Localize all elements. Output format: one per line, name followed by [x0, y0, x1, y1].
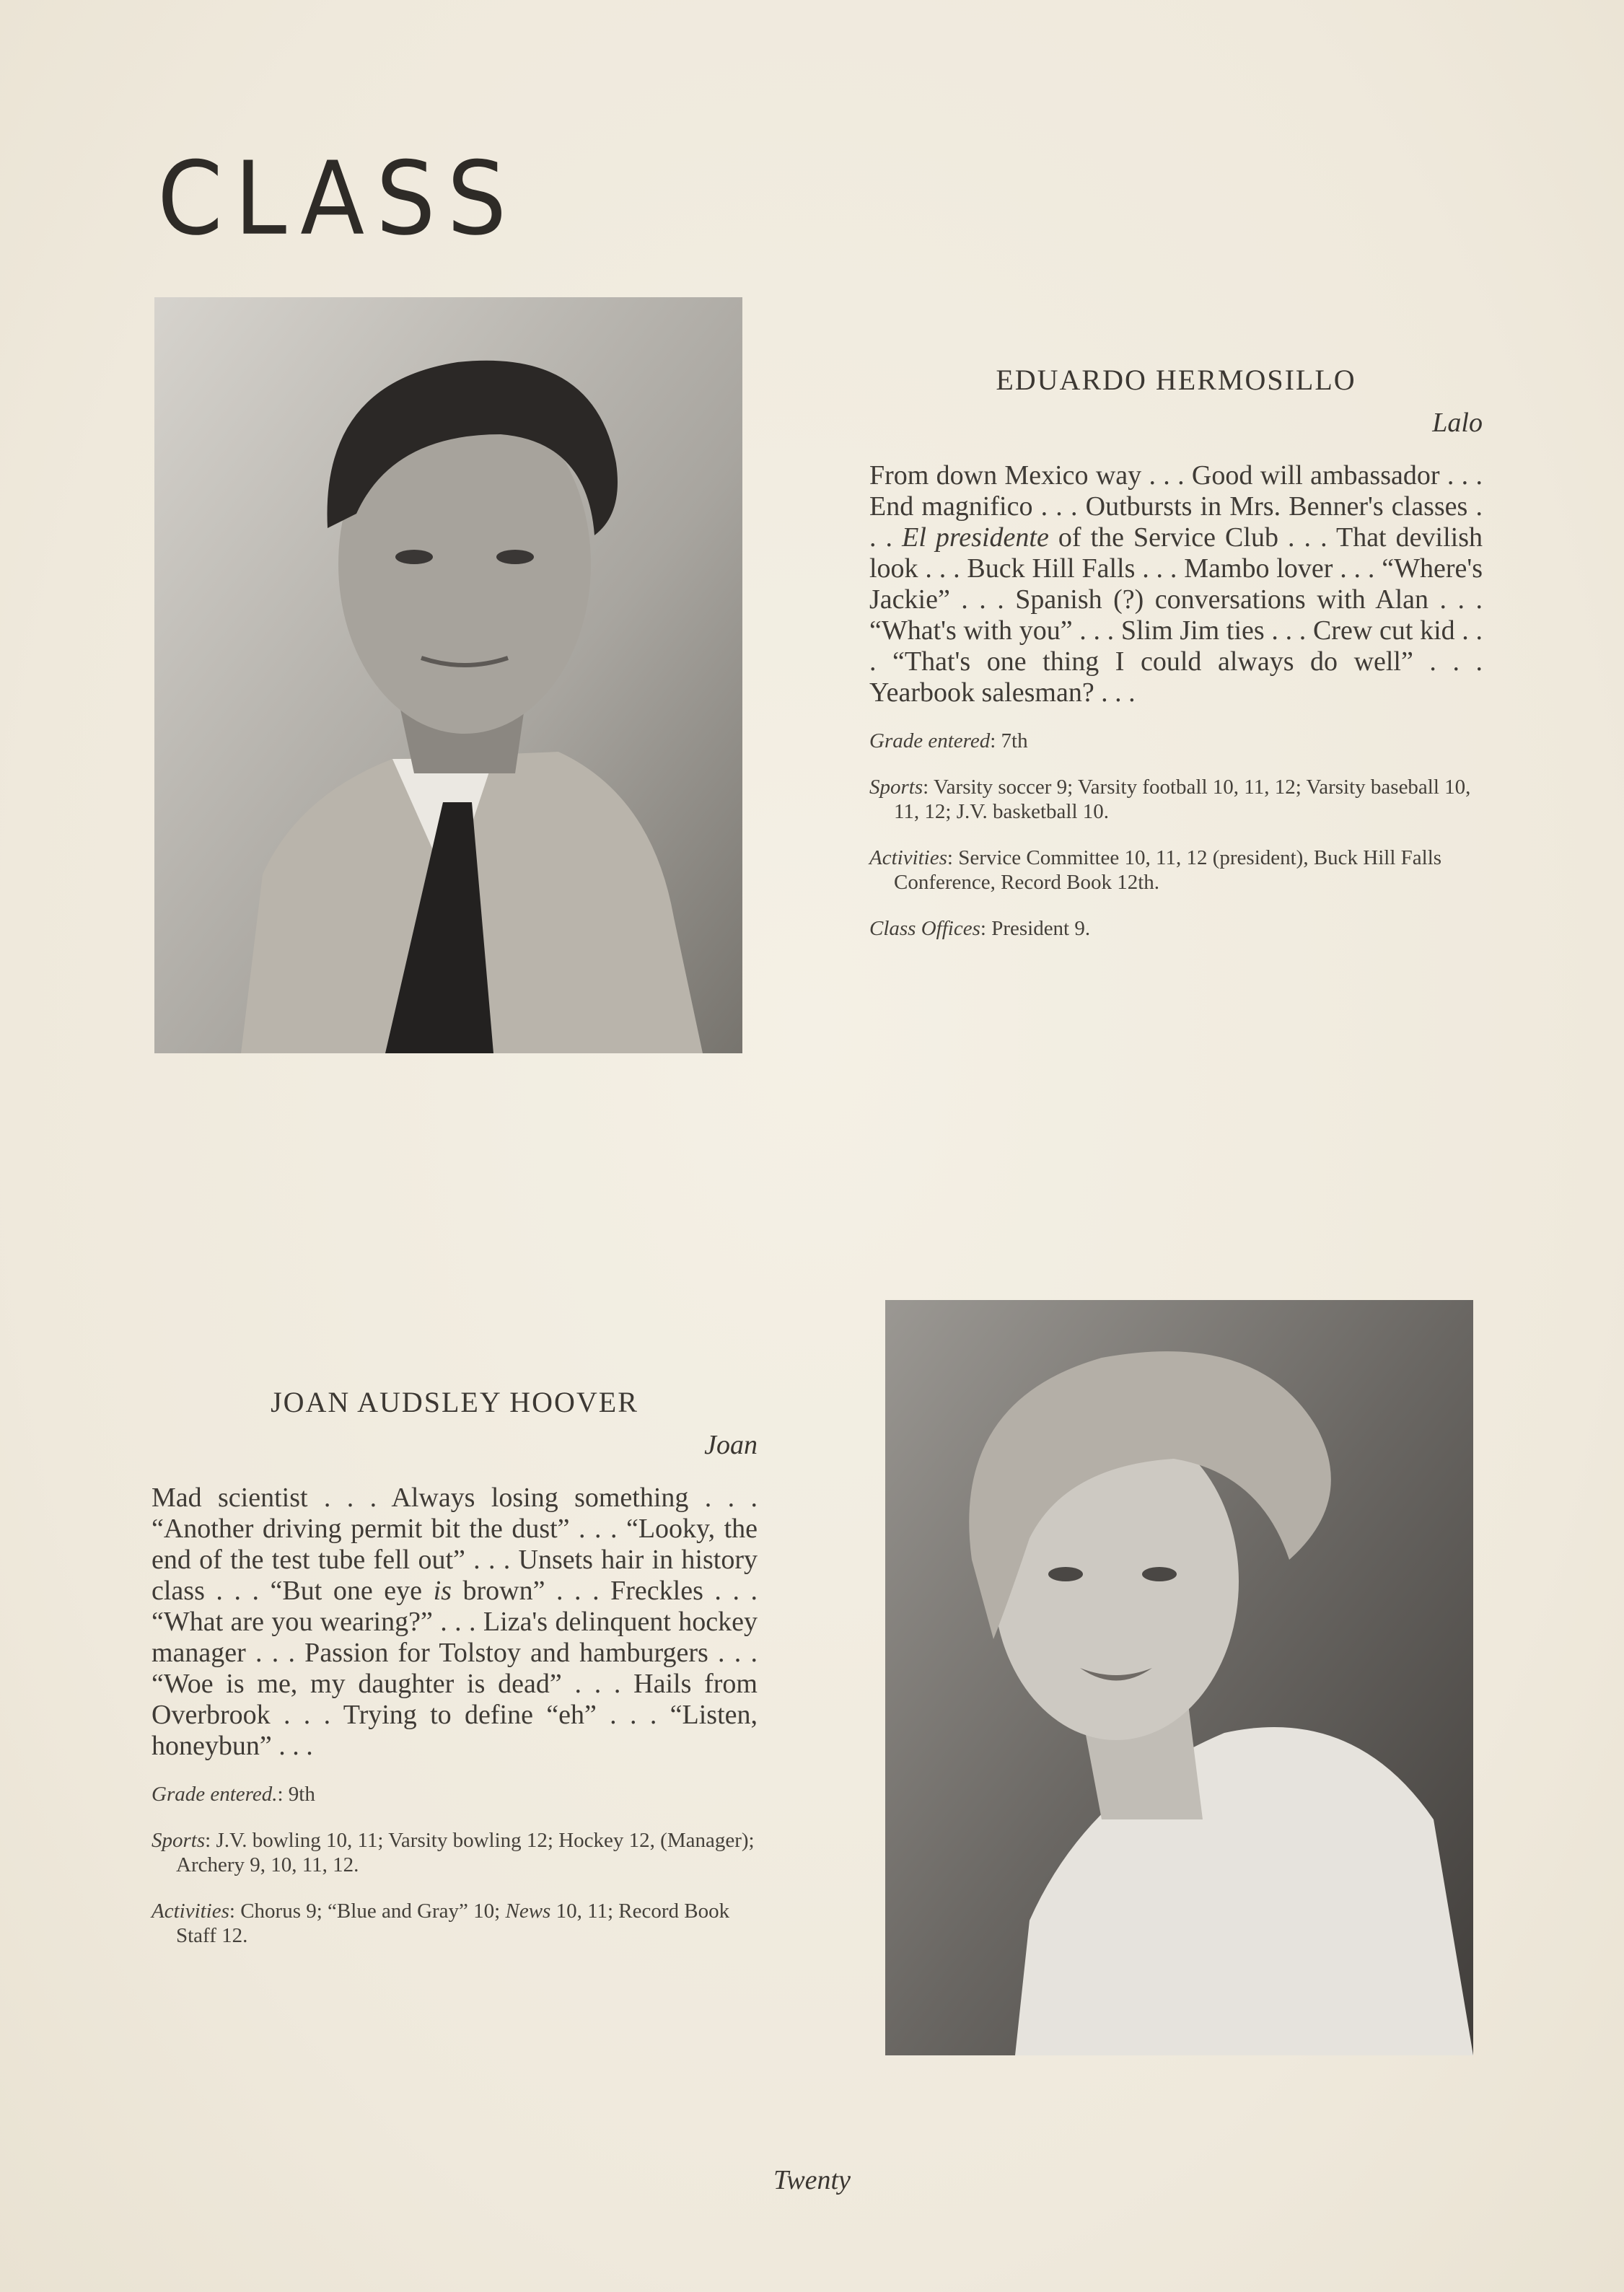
portrait-photo-joan: [885, 1300, 1473, 2055]
bio-text: Mad scientist . . . Always losing something . . . “Another driving permit bit the dust” . . . “Looky, the end of the test tube fell out” . . . Unsets hair in history class . . . “But one eye: [152, 1483, 758, 1606]
activities-label: Activities: [152, 1900, 229, 1923]
activities: Activities: Service Committee 10, 11, 12 (president), Buck Hill Falls Conference, Record Book 12th.: [869, 846, 1442, 894]
portrait-illustration: [885, 1300, 1473, 2055]
student-name: JOAN AUDSLEY HOOVER: [271, 1386, 638, 1418]
grade-entered-value: 7th: [1001, 729, 1028, 752]
grade-entered-label: Grade entered.: [152, 1783, 278, 1806]
sports-label: Sports: [152, 1829, 206, 1852]
grade-entered-label: Grade entered: [869, 729, 991, 752]
class-offices: Class Offices: President 9.: [869, 917, 1091, 940]
activities-value: 10, 11; Record Book Staff 12.: [176, 1900, 730, 1947]
grade-entered: Grade entered: 7th: [869, 729, 1028, 752]
bio-text-italic: El presidente: [902, 522, 1049, 553]
student-bio: [152, 1483, 758, 1762]
student-nickname: Joan: [704, 1430, 758, 1460]
bio-text: of the Service Club . . . That devilish look . . . Buck Hill Falls . . . Mambo lover . . . “Where's Jackie” . . . Spanish (?) conversations with Alan . . . “What's with you” . . . Slim Jim ties . . . Crew cut kid . . . “That's one thing I could always do well” . . . Yearbook salesman? . . .: [869, 522, 1483, 708]
page-heading: CLASS: [157, 139, 519, 258]
student-entry-joan: [152, 1385, 758, 1970]
student-bio: [869, 460, 1483, 708]
student-name: EDUARDO HERMOSILLO: [996, 364, 1356, 396]
student-nickname: Lalo: [1432, 408, 1483, 438]
sports: Sports: J.V. bowling 10, 11; Varsity bowling 12; Hockey 12, (Manager); Archery 9, 10, 11, 12.: [152, 1829, 755, 1876]
grade-entered-value: 9th: [288, 1783, 315, 1806]
bio-text: brown” . . . Freckles . . . “What are you wearing?” . . . Liza's delinquent hockey manager . . . Passion for Tolstoy and hamburgers . . . “Woe is me, my daughter is dead” . . . Hails from Overbrook . . . Trying to define “eh” . . . “Listen, honeybun” . . .: [152, 1576, 758, 1761]
student-entry-eduardo: [869, 363, 1483, 962]
sports-label: Sports: [869, 776, 923, 799]
bio-text: From down Mexico way . . . Good will ambassador . . . End magnifico . . . Outbursts in Mrs. Benner's classes . . .: [869, 460, 1483, 553]
class-offices-value: President 9.: [991, 917, 1091, 940]
portrait-illustration: [154, 297, 742, 1053]
sports-value: Varsity soccer 9; Varsity football 10, 11, 12; Varsity baseball 10, 11, 12; J.V. basketball 10.: [894, 776, 1471, 823]
activities-value: Service Committee 10, 11, 12 (president), Buck Hill Falls Conference, Record Book 12th.: [894, 846, 1442, 894]
grade-entered: Grade entered.: 9th: [152, 1783, 315, 1806]
class-offices-label: Class Offices: [869, 917, 980, 940]
activities: Activities: Chorus 9; “Blue and Gray” 10; News 10, 11; Record Book Staff 12.: [152, 1900, 730, 1947]
activities-value-italic: News: [505, 1900, 551, 1923]
page-number: Twenty: [773, 2165, 851, 2195]
sports: Sports: Varsity soccer 9; Varsity football 10, 11, 12; Varsity baseball 10, 11, 12; J.V. basketball 10.: [869, 776, 1471, 823]
bio-text-italic: is: [433, 1576, 452, 1606]
portrait-photo-eduardo: [154, 297, 742, 1053]
sports-value: J.V. bowling 10, 11; Varsity bowling 12; Hockey 12, (Manager); Archery 9, 10, 11, 12.: [176, 1829, 755, 1876]
activities-label: Activities: [869, 846, 947, 869]
activities-value: Chorus 9; “Blue and Gray” 10;: [240, 1900, 506, 1923]
